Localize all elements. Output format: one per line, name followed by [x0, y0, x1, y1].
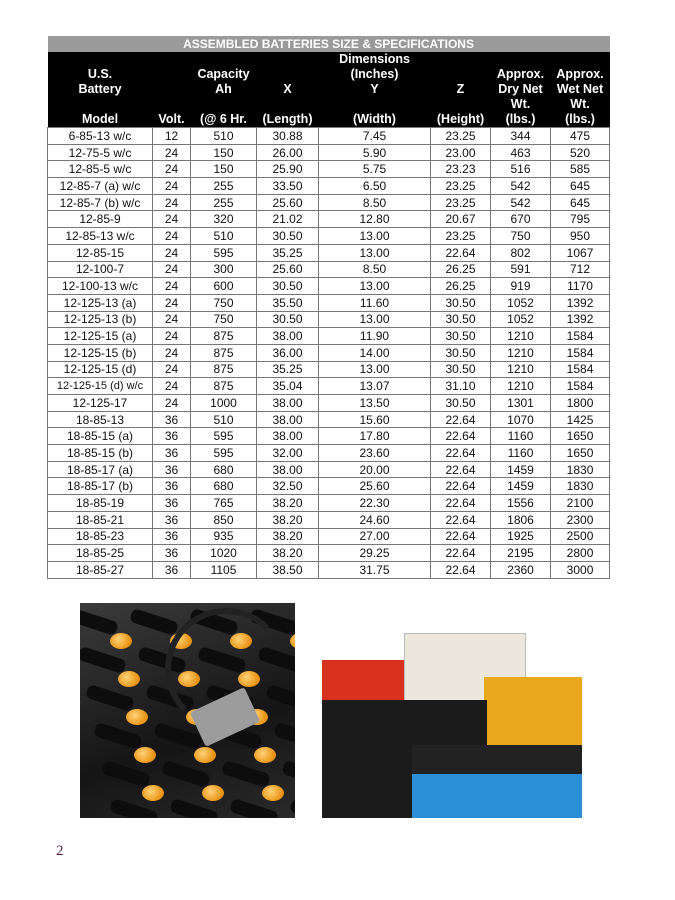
cell-height: 22.64	[431, 428, 491, 445]
cell-dry-weight: 1210	[491, 378, 551, 395]
cell-model: 12-125-17	[48, 395, 153, 412]
header-y: Dimensions (Inches) Y (Width)	[319, 52, 431, 128]
cell-wet-weight: 2800	[551, 545, 610, 562]
cell-dry-weight: 591	[491, 261, 551, 278]
cell-height: 30.50	[431, 361, 491, 378]
cell-width: 13.00	[319, 278, 431, 295]
cell-capacity: 320	[191, 211, 257, 228]
cell-wet-weight: 2500	[551, 528, 610, 545]
cell-model: 18-85-19	[48, 495, 153, 512]
table-row	[48, 328, 610, 345]
cell-height: 23.25	[431, 178, 491, 195]
cell-wet-weight: 1392	[551, 294, 610, 311]
cell-height: 26.25	[431, 261, 491, 278]
cell-capacity: 595	[191, 428, 257, 445]
header-model: U.S. Battery Model	[48, 52, 153, 128]
table-row	[48, 378, 610, 395]
cell-width: 13.00	[319, 361, 431, 378]
cell-volt: 24	[153, 328, 191, 345]
cell-volt: 24	[153, 144, 191, 161]
cell-width: 22.30	[319, 495, 431, 512]
cell-width: 5.75	[319, 161, 431, 178]
cell-strap	[101, 760, 151, 788]
vent-cap	[254, 747, 276, 763]
table-row	[48, 461, 610, 478]
cell-dry-weight: 1459	[491, 461, 551, 478]
cell-capacity: 935	[191, 528, 257, 545]
cell-capacity: 255	[191, 178, 257, 195]
cell-length: 21.02	[257, 211, 319, 228]
table-row	[48, 194, 610, 211]
cell-width: 5.90	[319, 144, 431, 161]
cell-capacity: 595	[191, 445, 257, 462]
cell-volt: 24	[153, 244, 191, 261]
table-row	[48, 445, 610, 462]
table-row	[48, 344, 610, 361]
cell-volt: 36	[153, 511, 191, 528]
cell-dry-weight: 1301	[491, 395, 551, 412]
cell-height: 22.64	[431, 528, 491, 545]
cell-dry-weight: 344	[491, 128, 551, 145]
cell-length: 25.60	[257, 194, 319, 211]
cell-dry-weight: 670	[491, 211, 551, 228]
cell-wet-weight: 2300	[551, 511, 610, 528]
cell-width: 14.00	[319, 344, 431, 361]
cell-length: 38.20	[257, 495, 319, 512]
cell-strap	[85, 684, 135, 712]
cell-dry-weight: 2195	[491, 545, 551, 562]
cell-width: 13.00	[319, 311, 431, 328]
cell-height: 30.50	[431, 395, 491, 412]
cell-height: 30.50	[431, 294, 491, 311]
vent-cap	[142, 785, 164, 801]
cell-length: 38.00	[257, 461, 319, 478]
cell-length: 30.50	[257, 311, 319, 328]
cell-model: 6-85-13 w/c	[48, 128, 153, 145]
cell-model: 18-85-23	[48, 528, 153, 545]
cell-capacity: 765	[191, 495, 257, 512]
cell-dry-weight: 542	[491, 194, 551, 211]
cell-volt: 36	[153, 461, 191, 478]
cell-capacity: 595	[191, 244, 257, 261]
cell-dry-weight: 1925	[491, 528, 551, 545]
cell-height: 22.64	[431, 244, 491, 261]
vent-cap	[126, 709, 148, 725]
cell-dry-weight: 463	[491, 144, 551, 161]
header-volt: Volt.	[153, 52, 191, 128]
cell-width: 17.80	[319, 428, 431, 445]
table-row	[48, 261, 610, 278]
cell-height: 30.50	[431, 344, 491, 361]
cell-length: 35.50	[257, 294, 319, 311]
cable	[165, 608, 287, 730]
cell-volt: 24	[153, 278, 191, 295]
cell-length: 38.00	[257, 328, 319, 345]
cell-length: 26.00	[257, 144, 319, 161]
cell-model: 18-85-27	[48, 561, 153, 578]
cell-height: 23.25	[431, 128, 491, 145]
cell-strap	[80, 646, 127, 674]
cell-wet-weight: 1830	[551, 478, 610, 495]
cell-height: 22.64	[431, 495, 491, 512]
cell-volt: 12	[153, 128, 191, 145]
cell-length: 38.00	[257, 428, 319, 445]
cell-model: 12-75-5 w/c	[48, 144, 153, 161]
cell-volt: 24	[153, 194, 191, 211]
cell-width: 11.60	[319, 294, 431, 311]
table-row	[48, 361, 610, 378]
cell-height: 22.64	[431, 545, 491, 562]
table-row	[48, 211, 610, 228]
cell-capacity: 680	[191, 478, 257, 495]
cell-width: 20.00	[319, 461, 431, 478]
cell-strap	[129, 608, 179, 636]
cell-model: 12-100-13 w/c	[48, 278, 153, 295]
cell-volt: 36	[153, 411, 191, 428]
table-row	[48, 545, 610, 562]
battery-cells-connector-photo	[80, 603, 295, 818]
cell-strap	[273, 722, 295, 750]
cell-width: 25.60	[319, 478, 431, 495]
cell-dry-weight: 1210	[491, 361, 551, 378]
cell-wet-weight: 1650	[551, 428, 610, 445]
cell-wet-weight: 585	[551, 161, 610, 178]
cell-height: 23.25	[431, 228, 491, 245]
cell-dry-weight: 542	[491, 178, 551, 195]
cell-dry-weight: 1556	[491, 495, 551, 512]
cell-wet-weight: 795	[551, 211, 610, 228]
cell-height: 23.00	[431, 144, 491, 161]
header-z: Z (Height)	[431, 52, 491, 128]
cell-capacity: 510	[191, 128, 257, 145]
cell-strap	[289, 798, 295, 818]
cell-length: 33.50	[257, 178, 319, 195]
table-row	[48, 511, 610, 528]
cell-wet-weight: 950	[551, 228, 610, 245]
cell-capacity: 1000	[191, 395, 257, 412]
cell-dry-weight: 1052	[491, 311, 551, 328]
cell-volt: 24	[153, 228, 191, 245]
cell-height: 23.23	[431, 161, 491, 178]
cell-length: 30.88	[257, 128, 319, 145]
cell-volt: 36	[153, 428, 191, 445]
cell-width: 29.25	[319, 545, 431, 562]
table-row	[48, 395, 610, 412]
cell-wet-weight: 645	[551, 194, 610, 211]
table-row	[48, 428, 610, 445]
cell-length: 32.00	[257, 445, 319, 462]
cell-model: 18-85-13	[48, 411, 153, 428]
header-x: X (Length)	[257, 52, 319, 128]
table-row	[48, 161, 610, 178]
cell-height: 30.50	[431, 328, 491, 345]
cell-capacity: 150	[191, 144, 257, 161]
cell-height: 22.64	[431, 511, 491, 528]
cell-capacity: 850	[191, 511, 257, 528]
cell-model: 12-85-7 (a) w/c	[48, 178, 153, 195]
cell-length: 38.20	[257, 545, 319, 562]
cell-wet-weight: 2100	[551, 495, 610, 512]
cell-capacity: 150	[191, 161, 257, 178]
battery-specifications-table	[47, 36, 610, 579]
cell-wet-weight: 1830	[551, 461, 610, 478]
cell-height: 20.67	[431, 211, 491, 228]
table-row	[48, 411, 610, 428]
table-row	[48, 228, 610, 245]
cell-wet-weight: 1584	[551, 378, 610, 395]
cell-wet-weight: 1584	[551, 344, 610, 361]
blue-battery	[412, 745, 582, 818]
cell-volt: 36	[153, 528, 191, 545]
cell-model: 12-85-13 w/c	[48, 228, 153, 245]
vent-cap	[110, 633, 132, 649]
cell-model: 12-85-7 (b) w/c	[48, 194, 153, 211]
cell-dry-weight: 1070	[491, 411, 551, 428]
cell-wet-weight: 1584	[551, 328, 610, 345]
cell-wet-weight: 1800	[551, 395, 610, 412]
table-row	[48, 528, 610, 545]
cell-model: 12-125-13 (a)	[48, 294, 153, 311]
cell-model: 12-125-13 (b)	[48, 311, 153, 328]
cell-height: 22.64	[431, 411, 491, 428]
cell-volt: 24	[153, 211, 191, 228]
cell-dry-weight: 1160	[491, 445, 551, 462]
cell-length: 25.60	[257, 261, 319, 278]
cell-wet-weight: 1584	[551, 361, 610, 378]
table-body	[48, 128, 610, 579]
cell-height: 22.64	[431, 561, 491, 578]
cell-wet-weight: 1067	[551, 244, 610, 261]
cell-model: 12-125-15 (b)	[48, 344, 153, 361]
cell-height: 31.10	[431, 378, 491, 395]
cell-height: 22.64	[431, 445, 491, 462]
cell-volt: 24	[153, 361, 191, 378]
cell-volt: 36	[153, 478, 191, 495]
cell-dry-weight: 802	[491, 244, 551, 261]
cell-length: 32.50	[257, 478, 319, 495]
cell-width: 13.00	[319, 244, 431, 261]
cell-width: 24.60	[319, 511, 431, 528]
cell-length: 38.20	[257, 511, 319, 528]
cell-width: 15.60	[319, 411, 431, 428]
cell-length: 38.50	[257, 561, 319, 578]
cell-volt: 36	[153, 495, 191, 512]
cell-wet-weight: 1392	[551, 311, 610, 328]
page-number: 2	[56, 843, 64, 859]
cell-strap	[93, 722, 143, 750]
vent-cap	[134, 747, 156, 763]
cell-capacity: 510	[191, 228, 257, 245]
cell-wet-weight: 520	[551, 144, 610, 161]
table-title: ASSEMBLED BATTERIES SIZE & SPECIFICATIONS	[48, 36, 610, 52]
cell-capacity: 255	[191, 194, 257, 211]
header-dimensions: Dimensions	[339, 52, 410, 66]
cell-width: 13.50	[319, 395, 431, 412]
cell-volt: 36	[153, 445, 191, 462]
cell-length: 35.25	[257, 361, 319, 378]
cell-dry-weight: 1160	[491, 428, 551, 445]
cell-wet-weight: 1170	[551, 278, 610, 295]
cell-dry-weight: 919	[491, 278, 551, 295]
cell-dry-weight: 750	[491, 228, 551, 245]
cell-capacity: 875	[191, 378, 257, 395]
cell-length: 38.00	[257, 411, 319, 428]
cell-width: 8.50	[319, 194, 431, 211]
cell-wet-weight: 1650	[551, 445, 610, 462]
header-wet-weight: Approx. Wet Net Wt. (lbs.)	[551, 52, 610, 128]
cell-capacity: 600	[191, 278, 257, 295]
cell-capacity: 680	[191, 461, 257, 478]
cell-volt: 24	[153, 344, 191, 361]
assembled-batteries-photo	[322, 625, 582, 818]
cell-model: 12-85-15	[48, 244, 153, 261]
cell-capacity: 1020	[191, 545, 257, 562]
cell-length: 25.90	[257, 161, 319, 178]
cell-width: 12.80	[319, 211, 431, 228]
cell-volt: 24	[153, 261, 191, 278]
cell-model: 12-125-15 (a)	[48, 328, 153, 345]
cell-width: 8.50	[319, 261, 431, 278]
cell-length: 38.00	[257, 395, 319, 412]
cell-width: 11.90	[319, 328, 431, 345]
cell-wet-weight: 1425	[551, 411, 610, 428]
cell-wet-weight: 475	[551, 128, 610, 145]
cell-model: 18-85-17 (b)	[48, 478, 153, 495]
cell-length: 38.20	[257, 528, 319, 545]
cell-capacity: 750	[191, 294, 257, 311]
table-row	[48, 478, 610, 495]
cell-height: 22.64	[431, 478, 491, 495]
cell-strap	[161, 760, 211, 788]
table-row	[48, 128, 610, 145]
vent-cap	[118, 671, 140, 687]
cell-dry-weight: 516	[491, 161, 551, 178]
header-dry-weight: Approx. Dry Net Wt. (lbs.)	[491, 52, 551, 128]
cell-wet-weight: 712	[551, 261, 610, 278]
cell-volt: 24	[153, 178, 191, 195]
cell-capacity: 1105	[191, 561, 257, 578]
cell-height: 26.25	[431, 278, 491, 295]
cell-capacity: 750	[191, 311, 257, 328]
cell-width: 6.50	[319, 178, 431, 195]
cell-strap	[80, 608, 119, 636]
cell-dry-weight: 1210	[491, 344, 551, 361]
cell-model: 12-85-5 w/c	[48, 161, 153, 178]
table-row	[48, 561, 610, 578]
cell-strap	[281, 760, 295, 788]
cell-width: 13.07	[319, 378, 431, 395]
cell-model: 18-85-15 (a)	[48, 428, 153, 445]
cell-volt: 24	[153, 395, 191, 412]
cell-length: 30.50	[257, 228, 319, 245]
cell-width: 23.60	[319, 445, 431, 462]
vent-cap	[262, 785, 284, 801]
cell-wet-weight: 3000	[551, 561, 610, 578]
table-row	[48, 178, 610, 195]
cell-model: 12-85-9	[48, 211, 153, 228]
cell-model: 12-125-15 (d)	[48, 361, 153, 378]
cell-volt: 36	[153, 545, 191, 562]
cell-length: 36.00	[257, 344, 319, 361]
table-row	[48, 244, 610, 261]
cell-model: 18-85-25	[48, 545, 153, 562]
cell-volt: 24	[153, 311, 191, 328]
cell-width: 27.00	[319, 528, 431, 545]
cell-model: 18-85-21	[48, 511, 153, 528]
cell-dry-weight: 1210	[491, 328, 551, 345]
cell-width: 13.00	[319, 228, 431, 245]
cell-model: 12-100-7	[48, 261, 153, 278]
cell-capacity: 875	[191, 328, 257, 345]
cell-height: 22.64	[431, 461, 491, 478]
cell-height: 23.25	[431, 194, 491, 211]
cell-wet-weight: 645	[551, 178, 610, 195]
table-row	[48, 278, 610, 295]
cell-volt: 24	[153, 294, 191, 311]
cell-model: 12-125-15 (d) w/c	[48, 378, 153, 395]
cell-dry-weight: 2360	[491, 561, 551, 578]
cell-model: 18-85-15 (b)	[48, 445, 153, 462]
vent-cap	[194, 747, 216, 763]
cell-capacity: 510	[191, 411, 257, 428]
table-row	[48, 144, 610, 161]
header-capacity: Capacity Ah (@ 6 Hr.	[191, 52, 257, 128]
cell-volt: 24	[153, 378, 191, 395]
cell-width: 31.75	[319, 561, 431, 578]
cell-model: 18-85-17 (a)	[48, 461, 153, 478]
cell-volt: 36	[153, 561, 191, 578]
cell-dry-weight: 1459	[491, 478, 551, 495]
cell-height: 30.50	[431, 311, 491, 328]
cell-capacity: 875	[191, 344, 257, 361]
cell-length: 35.25	[257, 244, 319, 261]
cell-capacity: 875	[191, 361, 257, 378]
vent-cap	[202, 785, 224, 801]
cell-strap	[221, 760, 271, 788]
vent-cap	[290, 633, 295, 649]
table-row	[48, 495, 610, 512]
cell-dry-weight: 1806	[491, 511, 551, 528]
cell-capacity: 300	[191, 261, 257, 278]
table-row	[48, 311, 610, 328]
cell-width: 7.45	[319, 128, 431, 145]
cell-volt: 24	[153, 161, 191, 178]
cell-length: 30.50	[257, 278, 319, 295]
table-row	[48, 294, 610, 311]
cell-dry-weight: 1052	[491, 294, 551, 311]
cell-length: 35.04	[257, 378, 319, 395]
